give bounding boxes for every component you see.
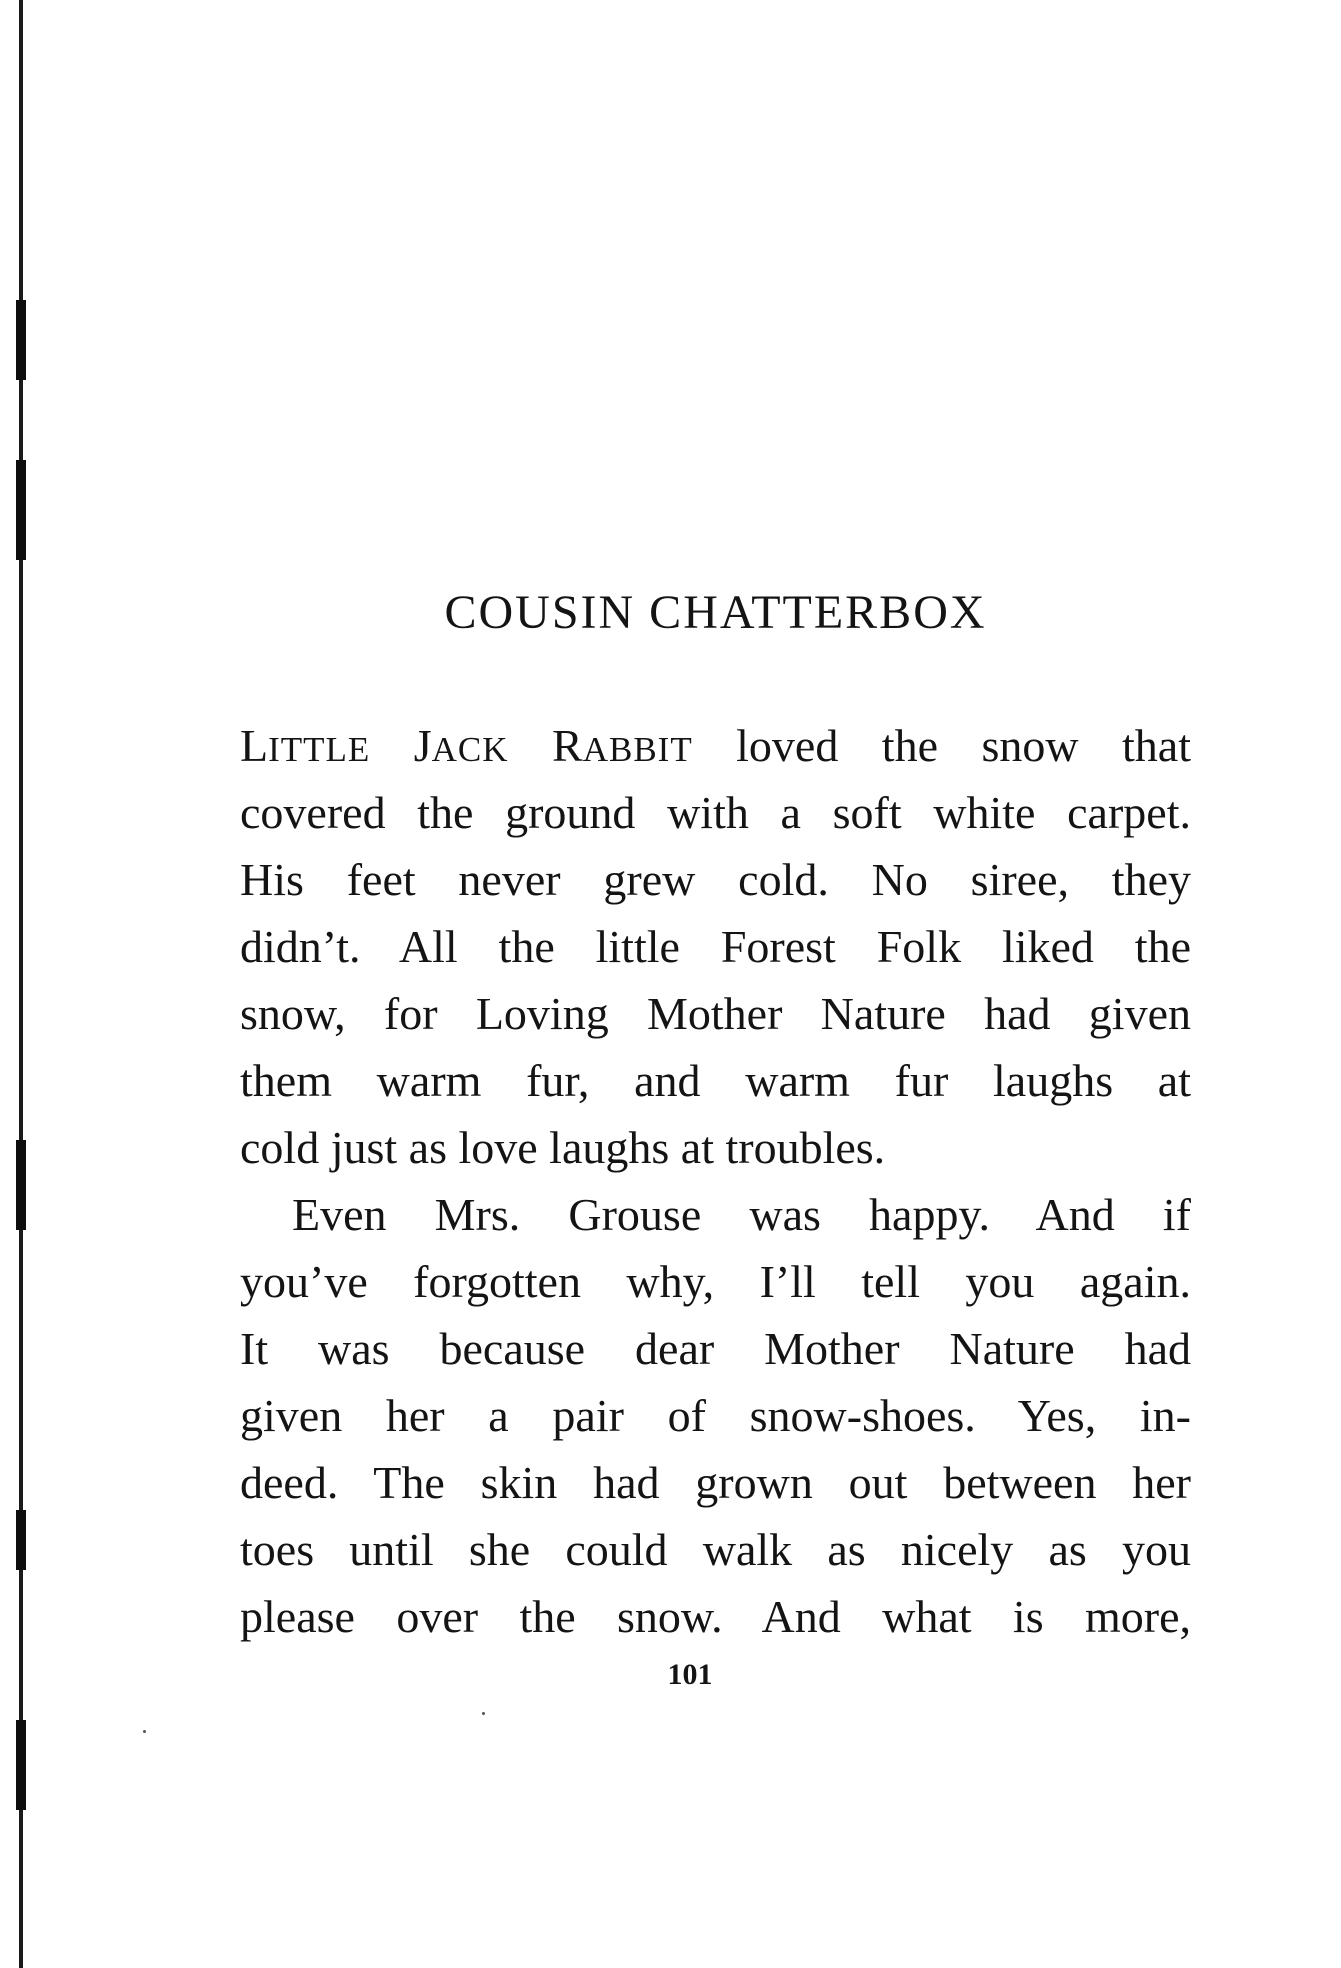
- paragraph-1-line: them warm fur, and warm fur laughs at: [240, 1055, 1191, 1106]
- body-text: [240, 712, 1191, 1650]
- paragraph-2-line: deed. The skin had grown out between her: [240, 1457, 1191, 1508]
- paragraph-2-line: you’ve forgotten why, I’ll tell you again.: [240, 1256, 1191, 1307]
- chapter-title: COUSIN CHATTERBOX: [444, 586, 987, 639]
- page-number: 101: [667, 1658, 713, 1691]
- paragraph-1-line: cold just as love laughs at troubles.: [240, 1122, 886, 1173]
- paragraph-2-line: toes until she could walk as nicely as you: [240, 1524, 1191, 1575]
- paragraph-1-line: didn’t. All the little Forest Folk liked the: [240, 921, 1191, 972]
- paragraph-2-line: given her a pair of snow-shoes. Yes, in-: [240, 1390, 1191, 1441]
- paragraph-1-line: snow, for Loving Mother Nature had given: [240, 988, 1191, 1039]
- small-caps-word: JACK: [413, 720, 509, 771]
- scan-speck: [482, 1712, 485, 1715]
- paragraph-2-line: please over the snow. And what is more,: [240, 1591, 1191, 1642]
- paragraph-1-line: His feet never grew cold. No siree, they: [240, 854, 1191, 905]
- small-caps-word: RABBIT: [552, 720, 693, 771]
- paragraph-1-line: covered the ground with a soft white carpet.: [240, 787, 1191, 838]
- scan-binding-edge: [16, 0, 24, 1968]
- small-caps-word: LITTLE: [240, 720, 371, 771]
- paragraph-2-line: Even Mrs. Grouse was happy. And if: [292, 1189, 1191, 1240]
- paragraph-1-line-1: LITTLE JACK RABBIT loved the snow that: [240, 720, 1191, 771]
- paragraph-2-line: It was because dear Mother Nature had: [240, 1323, 1191, 1374]
- scan-speck: [143, 1730, 146, 1733]
